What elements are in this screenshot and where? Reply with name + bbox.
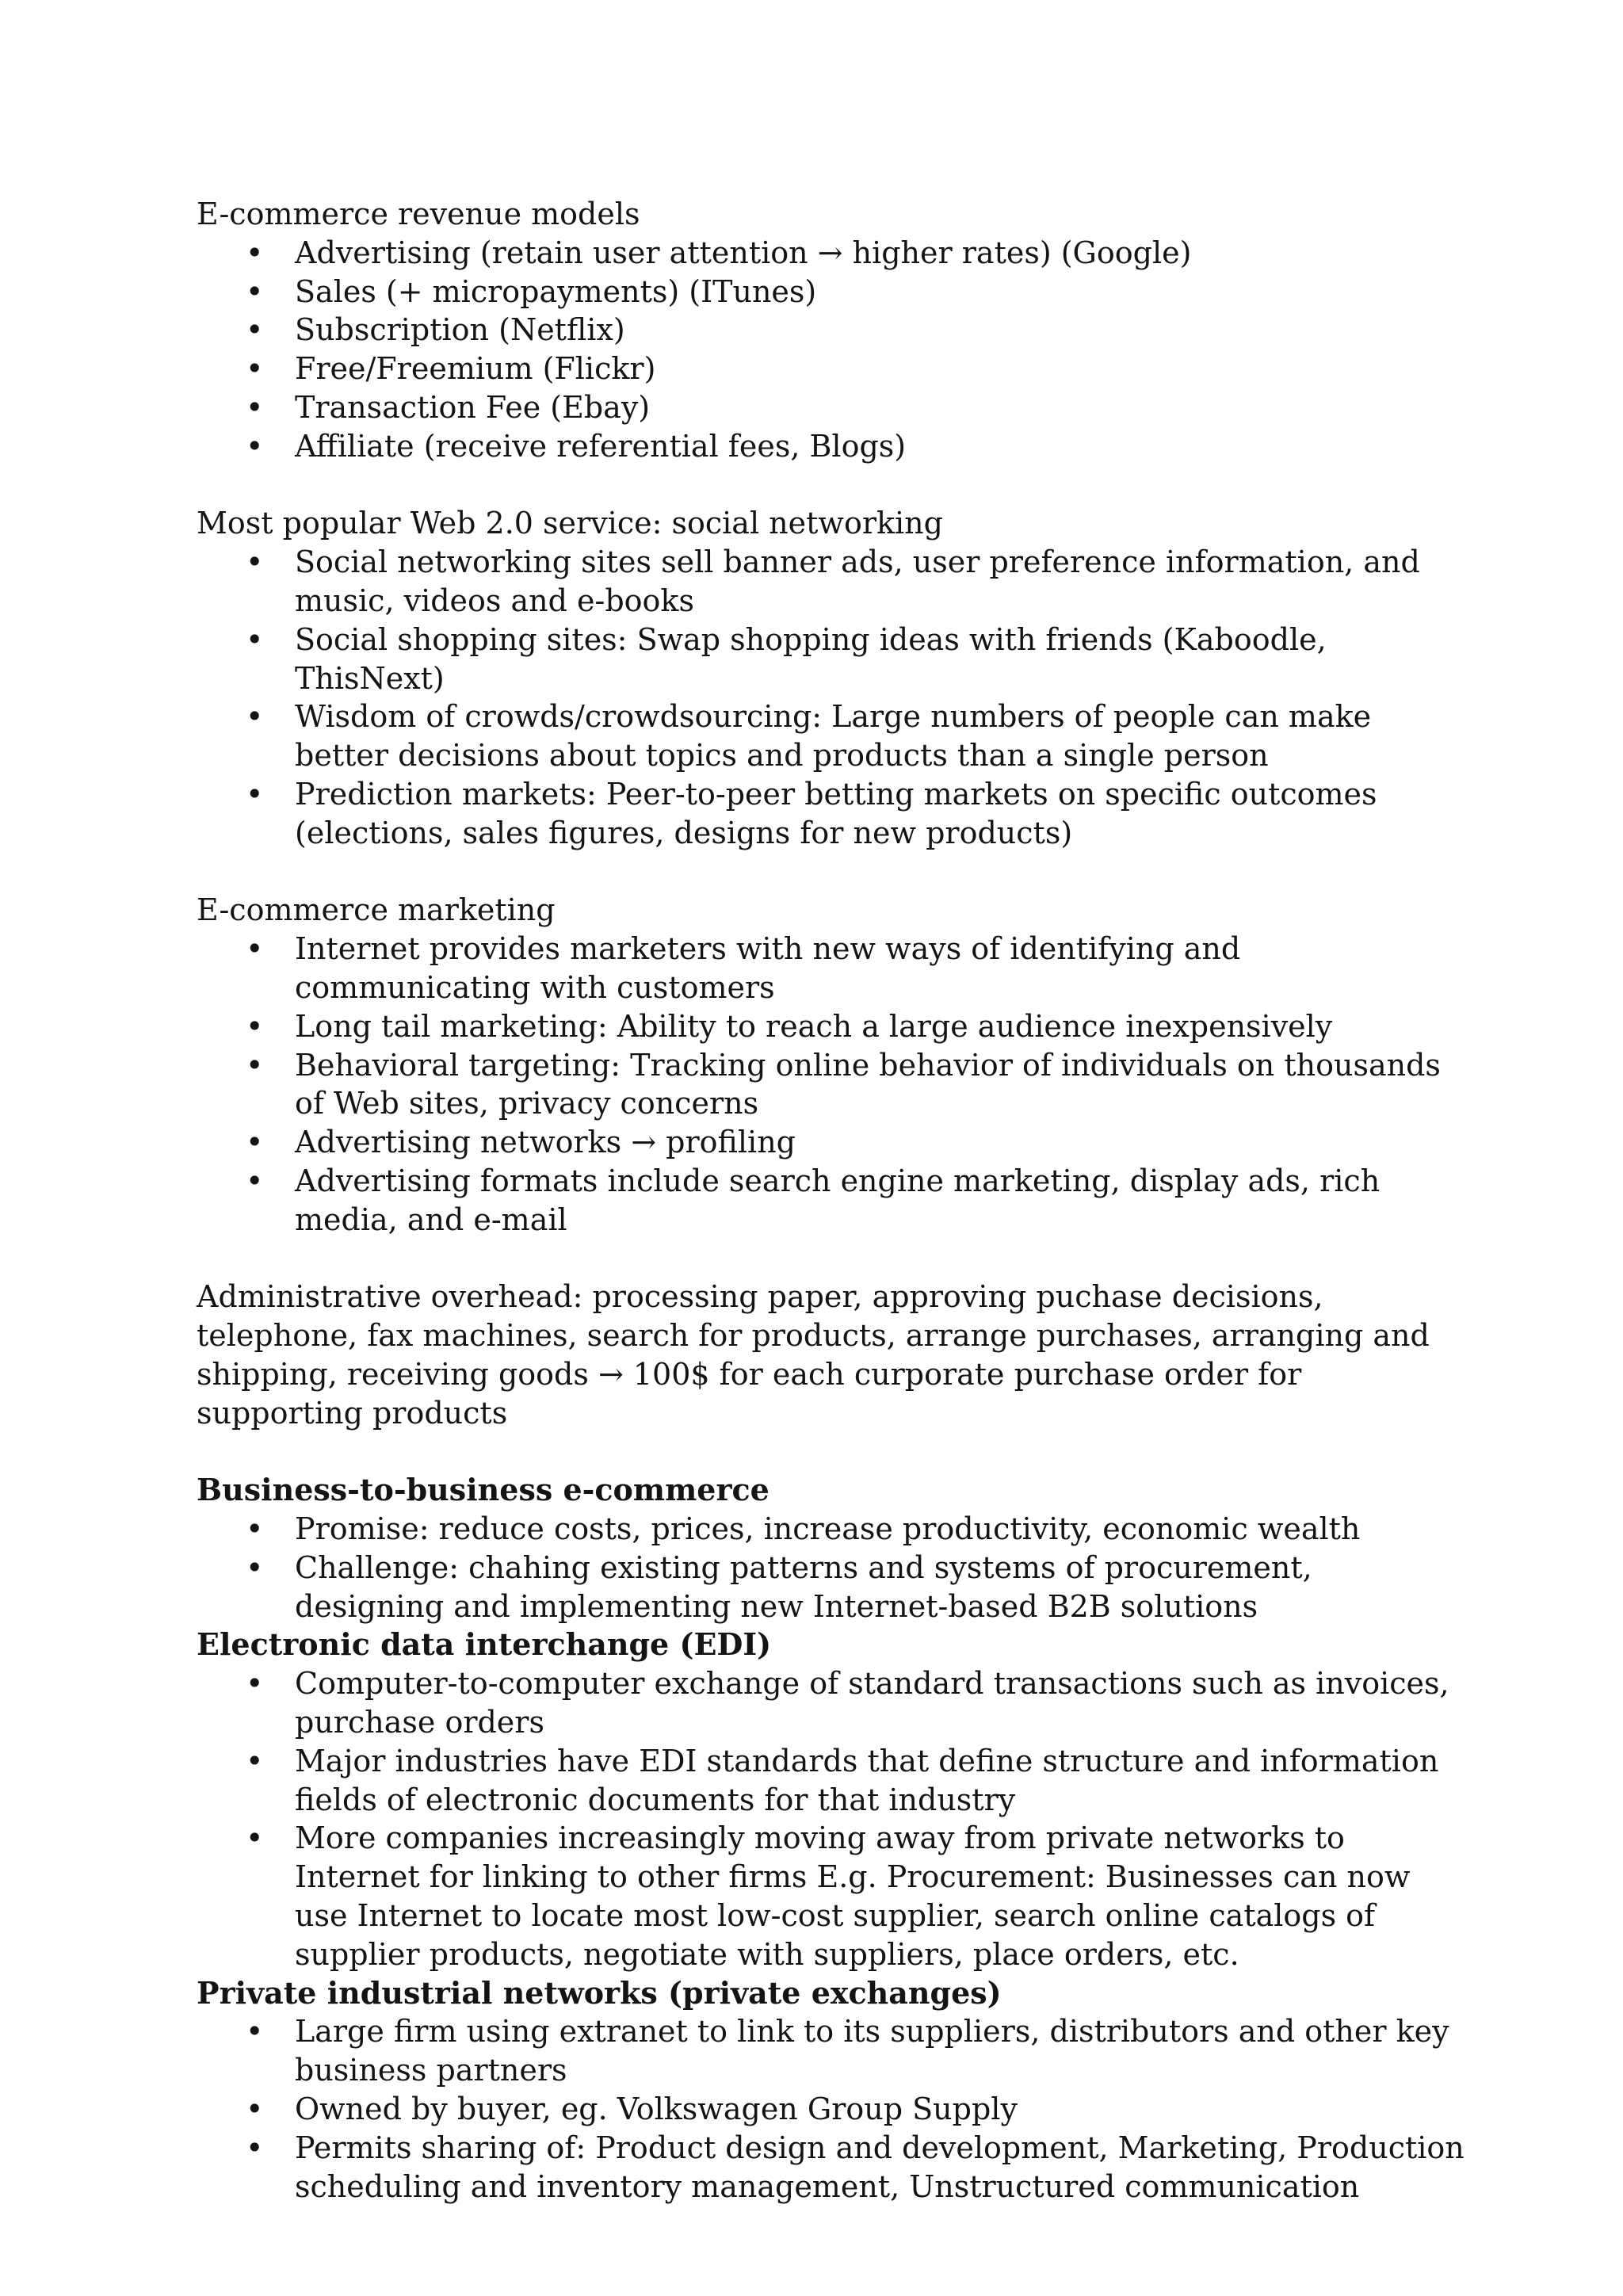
- list-item: [197, 1819, 1465, 1973]
- bullet-icon: •: [246, 544, 264, 580]
- list-item: [197, 1123, 1465, 1162]
- list-item: [197, 350, 1465, 388]
- list-item-text: Computer-to-computer exchange of standard transactions such as invoices, purchase orders: [295, 1666, 1449, 1740]
- bullet-icon: •: [246, 1666, 264, 1702]
- list-item-text: Advertising networks → profiling: [295, 1125, 796, 1160]
- bullet-icon: •: [246, 931, 264, 967]
- list-item-text: Social networking sites sell banner ads, user preference information, and music, videos and e-books: [295, 544, 1420, 618]
- section-b2b: [197, 1471, 1465, 1626]
- section-title: E-commerce revenue models: [197, 197, 640, 231]
- list-item: [197, 930, 1465, 1007]
- bullet-list: [197, 930, 1465, 1239]
- list-item: [197, 234, 1465, 273]
- list-item-text: Social shopping sites: Swap shopping ideas with friends (Kaboodle, ThisNext): [295, 621, 1327, 696]
- bullet-icon: •: [246, 1549, 264, 1585]
- list-item: [197, 775, 1465, 853]
- section-title: E-commerce marketing: [197, 892, 556, 928]
- list-item: [197, 2090, 1465, 2129]
- bullet-icon: •: [246, 1511, 264, 1547]
- overhead-paragraph: Administrative overhead: processing paper, approving puchase decisions, telephone, fax machines, search for products, arrange purchases, arranging and shipping, receiving goods → 100$ for each curporate purchase order for supporting products: [197, 1279, 1430, 1431]
- bullet-icon: •: [246, 312, 264, 348]
- list-item-text: Advertising formats include search engine marketing, display ads, rich media, and e-mail: [295, 1163, 1381, 1237]
- list-item-text: Transaction Fee (Ebay): [295, 389, 651, 425]
- bullet-icon: •: [246, 699, 264, 735]
- bullet-icon: •: [246, 1047, 264, 1083]
- list-item-text: Subscription (Netflix): [295, 312, 625, 348]
- section-edi: [197, 1626, 1465, 1973]
- paragraph-spacer: [197, 1240, 1465, 1278]
- list-item: [197, 1162, 1465, 1240]
- bullet-icon: •: [246, 2092, 264, 2127]
- document-page: [197, 195, 1465, 2206]
- list-item: [197, 427, 1465, 466]
- list-item: [197, 2129, 1465, 2206]
- bullet-list: [197, 1664, 1465, 1973]
- bullet-icon: •: [246, 428, 264, 464]
- section-private-networks: [197, 1974, 1465, 2206]
- section-title: Most popular Web 2.0 service: social networking: [197, 506, 943, 541]
- list-item-text: Major industries have EDI standards that define structure and information fields of electronic documents for that industry: [295, 1743, 1439, 1817]
- list-item: [197, 621, 1465, 698]
- bullet-list: [197, 1510, 1465, 1626]
- list-item-text: Permits sharing of: Product design and development, Marketing, Production scheduling and inventory management, Unstructured communication: [295, 2130, 1465, 2204]
- bullet-icon: •: [246, 235, 264, 270]
- list-item-text: More companies increasingly moving away from private networks to Internet for linking to other firms E.g. Procurement: Businesses can now use Internet to locate most low-cost supplier, search online catalogs of supplier products, negotiate with suppliers, place orders, etc.: [295, 1820, 1411, 1972]
- list-item-text: Long tail marketing: Ability to reach a large audience inexpensively: [295, 1008, 1333, 1044]
- list-item: [197, 311, 1465, 350]
- section-heading: Business-to-business e-commerce: [197, 1472, 769, 1508]
- bullet-icon: •: [246, 776, 264, 812]
- bullet-icon: •: [246, 389, 264, 425]
- bullet-icon: •: [246, 273, 264, 309]
- list-item-text: Owned by buyer, eg. Volkswagen Group Supply: [295, 2092, 1018, 2127]
- list-item-text: Advertising (retain user attention → higher rates) (Google): [295, 235, 1192, 270]
- list-item-text: Free/Freemium (Flickr): [295, 351, 656, 387]
- paragraph-spacer: [197, 1433, 1465, 1472]
- list-item: [197, 1742, 1465, 1820]
- section-revenue-models: [197, 195, 1465, 466]
- bullet-icon: •: [246, 621, 264, 657]
- bullet-list: [197, 234, 1465, 466]
- list-item-text: Challenge: chahing existing patterns and systems of procurement, designing and implementing new Internet-based B2B solutions: [295, 1549, 1312, 1624]
- list-item: [197, 697, 1465, 775]
- section-ecommerce-marketing: [197, 891, 1465, 1239]
- list-item: [197, 273, 1465, 311]
- bullet-list: [197, 2012, 1465, 2206]
- list-item: [197, 1664, 1465, 1742]
- bullet-icon: •: [246, 2014, 264, 2050]
- section-heading: Private industrial networks (private exchanges): [197, 1974, 1002, 2011]
- list-item-text: Prediction markets: Peer-to-peer betting markets on specific outcomes (elections, sales figures, designs for new products): [295, 776, 1377, 850]
- bullet-icon: •: [246, 1008, 264, 1044]
- list-item: [197, 543, 1465, 621]
- list-item-text: Sales (+ micropayments) (ITunes): [295, 273, 817, 309]
- bullet-icon: •: [246, 2130, 264, 2165]
- list-item-text: Internet provides marketers with new ways of identifying and communicating with customers: [295, 931, 1241, 1005]
- list-item: [197, 1046, 1465, 1124]
- list-item-text: Wisdom of crowds/crowdsourcing: Large numbers of people can make better decisions about topics and products than a single person: [295, 699, 1372, 774]
- list-item: [197, 2012, 1465, 2090]
- bullet-icon: •: [246, 1125, 264, 1160]
- bullet-list: [197, 543, 1465, 852]
- section-social-networking: [197, 504, 1465, 852]
- list-item-text: Promise: reduce costs, prices, increase productivity, economic wealth: [295, 1511, 1361, 1547]
- list-item: [197, 1007, 1465, 1046]
- list-item-text: Affiliate (receive referential fees, Blogs): [295, 428, 907, 464]
- paragraph-spacer: [197, 466, 1465, 505]
- paragraph-spacer: [197, 853, 1465, 892]
- list-item: [197, 388, 1465, 427]
- list-item: [197, 1549, 1465, 1626]
- bullet-icon: •: [246, 351, 264, 387]
- bullet-icon: •: [246, 1163, 264, 1198]
- list-item: [197, 1510, 1465, 1549]
- section-heading: Electronic data interchange (EDI): [197, 1626, 772, 1663]
- list-item-text: Large firm using extranet to link to its suppliers, distributors and other key business partners: [295, 2014, 1449, 2088]
- list-item-text: Behavioral targeting: Tracking online behavior of individuals on thousands of Web sites, privacy concerns: [295, 1047, 1441, 1121]
- bullet-icon: •: [246, 1820, 264, 1856]
- bullet-icon: •: [246, 1743, 264, 1778]
